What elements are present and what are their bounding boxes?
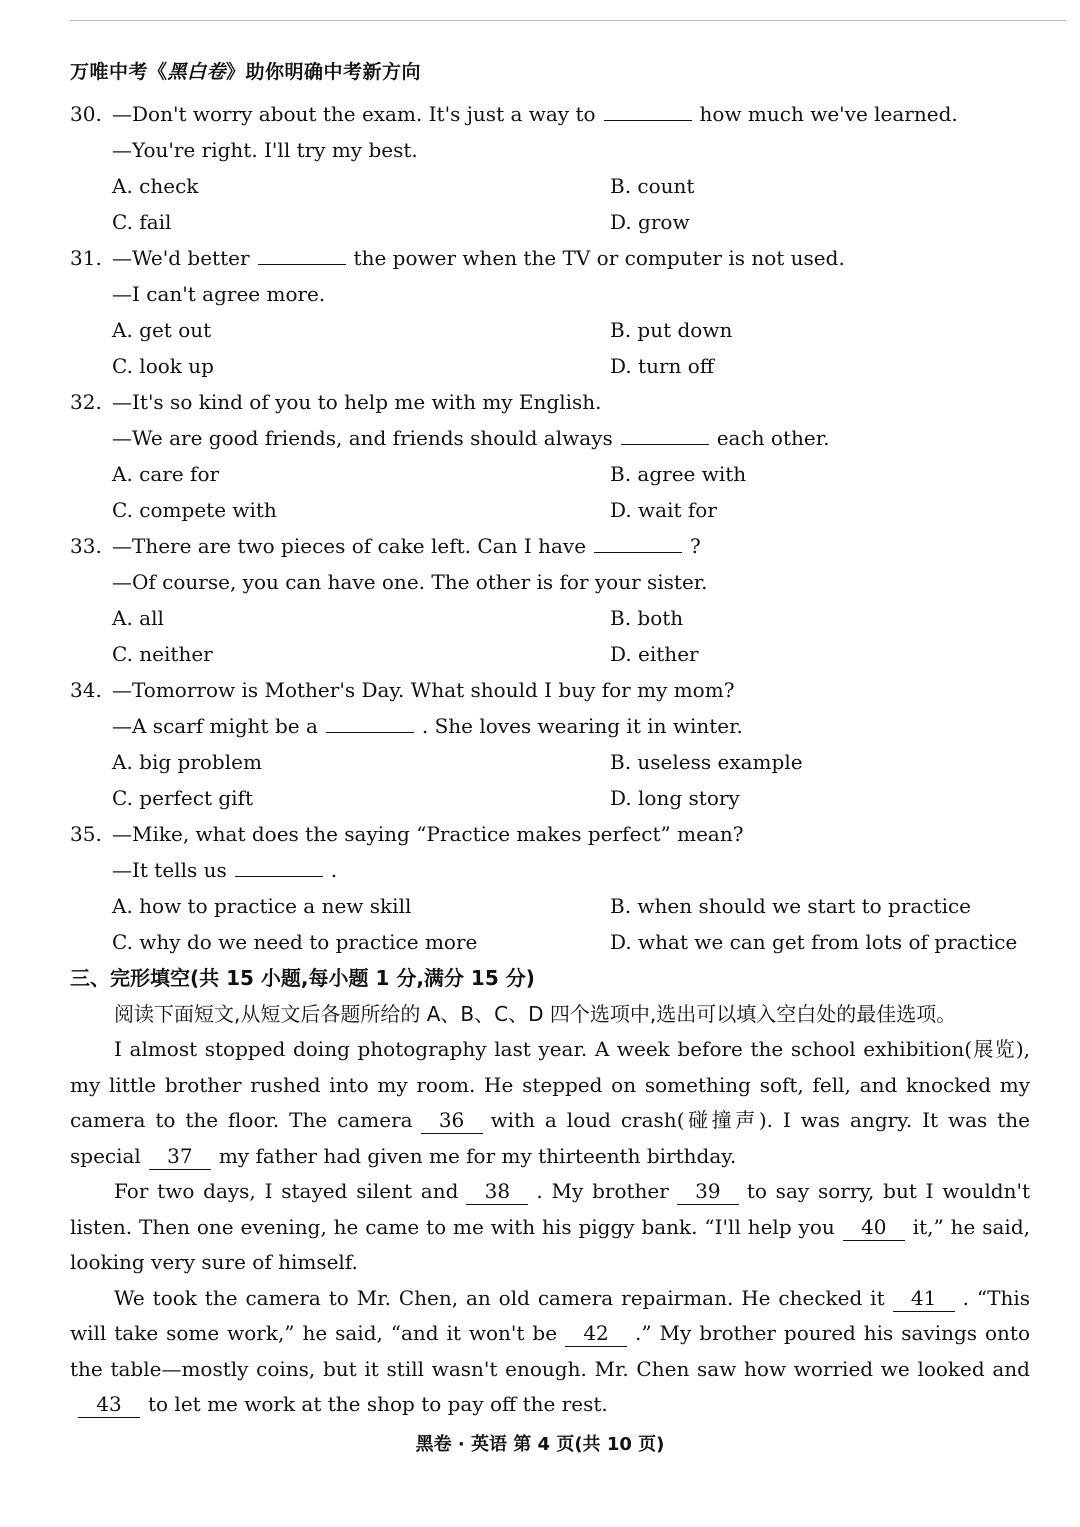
question-32-options-row1 [70, 456, 1030, 492]
answer-blank [604, 98, 692, 121]
question-35-options-row1 [70, 888, 1030, 924]
option-a: A. care for [112, 462, 220, 486]
question-30-options-row2 [70, 204, 1030, 240]
passage-text: with a loud crash(碰撞声). I was angry. It was the special [70, 1108, 1030, 1168]
question-number: 30. [70, 102, 102, 126]
question-31-line1 [70, 240, 1030, 276]
question-text: each other. [716, 426, 830, 450]
passage-text: We took the camera to Mr. Chen, an old camera repairman. He checked it [114, 1285, 885, 1310]
passage-paragraph-3 [70, 1281, 1030, 1423]
numbered-blank-37: 37 [149, 1143, 211, 1170]
question-33-options-row1 [70, 600, 1030, 636]
question-34-line1 [70, 672, 1030, 708]
question-33-line1 [70, 528, 1030, 564]
option-b: B. put down [610, 318, 733, 342]
numbered-blank-40: 40 [843, 1214, 905, 1241]
question-text: —It tells us [112, 858, 227, 882]
option-a: A. big problem [112, 750, 262, 774]
question-32-options-row2 [70, 492, 1030, 528]
answer-blank [326, 710, 414, 733]
numbered-blank-36: 36 [421, 1107, 483, 1134]
option-b: B. both [610, 606, 684, 630]
option-a: A. get out [112, 318, 212, 342]
passage-text: .” My brother poured his savings onto the table—mostly coins, but it still wasn't enough. Mr. Chen saw how worried we looked and [70, 1321, 1030, 1381]
question-text: —We are good friends, and friends should always [112, 426, 613, 450]
header-brand: 黑白卷 [167, 61, 227, 83]
question-31-options-row1 [70, 312, 1030, 348]
option-d: D. long story [610, 786, 740, 810]
question-35-line2 [70, 852, 1030, 888]
option-c: C. why do we need to practice more [112, 930, 478, 954]
passage-text: For two days, I stayed silent and [114, 1179, 459, 1203]
passage-text: my father had given me for my thirteenth birthday. [218, 1143, 737, 1168]
option-d: D. grow [610, 210, 690, 234]
question-number: 33. [70, 534, 102, 558]
question-32-line2 [70, 420, 1030, 456]
option-a: A. check [112, 174, 199, 198]
question-text: . [330, 858, 338, 882]
option-b: B. useless example [610, 750, 803, 774]
question-text: the power when the TV or computer is not used. [353, 246, 845, 270]
answer-blank [235, 854, 323, 877]
header-suffix: 》助你明确中考新方向 [226, 61, 422, 83]
passage-paragraph-1 [70, 1032, 1030, 1174]
question-30-options-row1 [70, 168, 1030, 204]
question-31-line2: —I can't agree more. [112, 282, 326, 306]
option-d: D. either [610, 642, 699, 666]
passage-text: to let me work at the shop to pay off the rest. [148, 1392, 608, 1416]
question-30-line2: —You're right. I'll try my best. [112, 138, 418, 162]
question-number: 31. [70, 246, 102, 270]
option-a: A. all [112, 606, 164, 630]
question-35-line1 [70, 816, 1030, 852]
option-b: B. count [610, 174, 695, 198]
question-number: 35. [70, 822, 102, 846]
question-32-line1 [70, 384, 1030, 420]
numbered-blank-41: 41 [893, 1285, 955, 1312]
question-text: —Don't worry about the exam. It's just a way to [112, 102, 596, 126]
option-a: A. how to practice a new skill [112, 894, 412, 918]
question-text: —Tomorrow is Mother's Day. What should I buy for my mom? [112, 678, 735, 702]
answer-blank [258, 242, 346, 265]
option-c: C. look up [112, 354, 214, 378]
question-33-line2: —Of course, you can have one. The other is for your sister. [112, 570, 708, 594]
question-text: —It's so kind of you to help me with my English. [112, 390, 602, 414]
question-number: 32. [70, 390, 102, 414]
answer-blank [594, 530, 682, 553]
numbered-blank-38: 38 [466, 1178, 528, 1205]
question-text: —There are two pieces of cake left. Can I have [112, 534, 587, 558]
exam-content [70, 96, 1030, 1423]
option-c: C. fail [112, 210, 172, 234]
top-divider [70, 20, 1066, 21]
section-title: 三、完形填空(共 15 小题,每小题 1 分,满分 15 分) [70, 966, 535, 990]
option-d: D. wait for [610, 498, 717, 522]
question-33-options-row2 [70, 636, 1030, 672]
page-header [70, 57, 421, 84]
header-prefix: 万唯中考《 [70, 61, 168, 83]
question-text: . She loves wearing it in winter. [421, 714, 743, 738]
option-c: C. perfect gift [112, 786, 253, 810]
option-c: C. compete with [112, 498, 277, 522]
numbered-blank-43: 43 [78, 1391, 140, 1418]
question-text: ? [690, 534, 701, 558]
option-d: D. what we can get from lots of practice [610, 930, 1018, 954]
passage-text: to say sorry, but I wouldn't listen. Then one evening, he came to me with his piggy bank. “I'll help you [70, 1179, 1030, 1239]
passage-paragraph-2 [70, 1174, 1030, 1281]
question-number: 34. [70, 678, 102, 702]
question-text: —Mike, what does the saying “Practice makes perfect” mean? [112, 822, 744, 846]
question-30-line1 [70, 96, 1030, 132]
question-text: —A scarf might be a [112, 714, 318, 738]
question-31-options-row2 [70, 348, 1030, 384]
option-b: B. agree with [610, 462, 747, 486]
section-instruction: 阅读下面短文,从短文后各题所给的 A、B、C、D 四个选项中,选出可以填入空白处的最佳选项。 [114, 1002, 957, 1026]
page-footer: 黑卷 · 英语 第 4 页(共 10 页) [415, 1434, 665, 1455]
passage-text: it,” he said, looking very sure of himself. [70, 1214, 1030, 1274]
numbered-blank-39: 39 [677, 1178, 739, 1205]
numbered-blank-42: 42 [565, 1320, 627, 1347]
question-35-options-row2 [70, 924, 1030, 960]
option-b: B. when should we start to practice [610, 894, 971, 918]
question-34-line2 [70, 708, 1030, 744]
passage-text: . My brother [536, 1179, 669, 1203]
option-c: C. neither [112, 642, 213, 666]
question-text: how much we've learned. [699, 102, 958, 126]
question-34-options-row2 [70, 780, 1030, 816]
passage-text: . “This will take some work,” he said, “and it won't be [70, 1285, 1030, 1345]
question-text: —We'd better [112, 246, 250, 270]
passage-text: I almost stopped doing photography last year. A week before the school exhibition(展览), my little brother rushed into my room. He stepped on something soft, fell, and knocked my camera to the floor. The camera [70, 1037, 1030, 1132]
answer-blank [621, 422, 709, 445]
option-d: D. turn off [610, 354, 715, 378]
question-34-options-row1 [70, 744, 1030, 780]
